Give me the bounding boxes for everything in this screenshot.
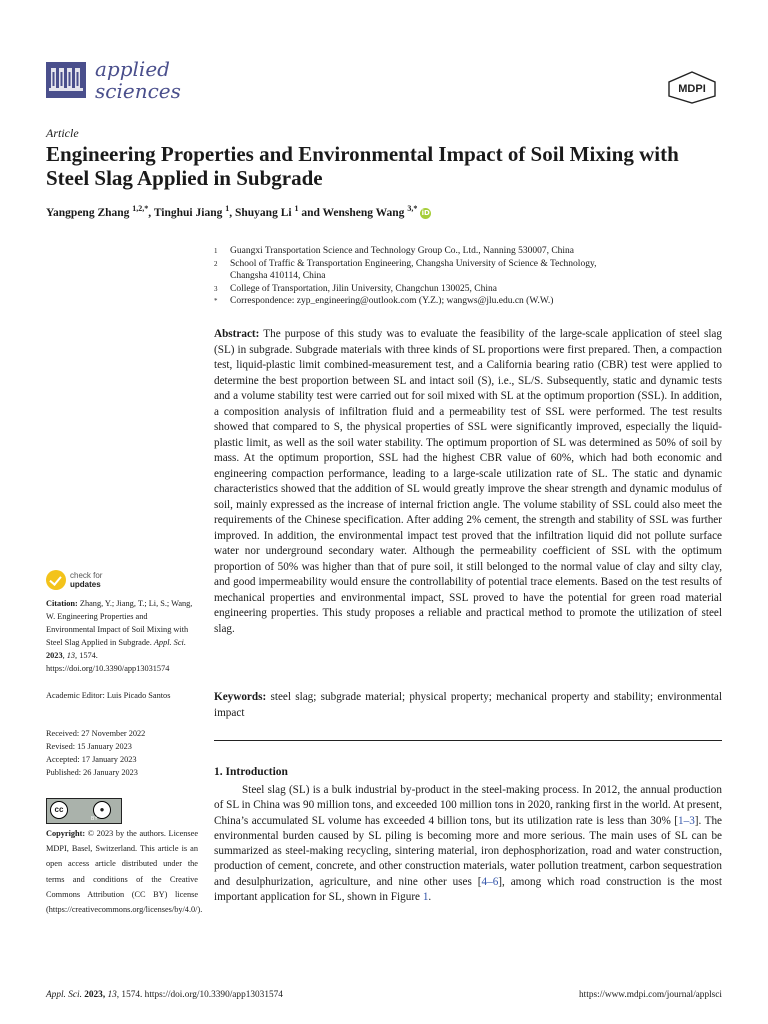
affiliation-row — [214, 283, 724, 296]
journal-name — [95, 58, 181, 102]
journal-name-line2: sciences — [95, 79, 181, 103]
author-name[interactable]: and Wensheng Wang — [298, 206, 405, 219]
footer-citation — [46, 990, 283, 1000]
affiliation-number: * — [214, 297, 218, 305]
cc-by-label: BY — [91, 816, 98, 822]
affiliation-text: Guangxi Transportation Science and Technology Group Co., Ltd., Nanning 530007, China — [230, 246, 575, 256]
affiliation-number — [214, 270, 230, 283]
accepted-date: Accepted: 17 January 2023 — [46, 755, 137, 764]
intro-paragraph — [214, 783, 722, 905]
abstract-text: The purpose of this study was to evaluate the feasibility of the large-scale application of steel slag (SL) in subgrade. Subgrade materials with three kinds of SL proportions were first prepared. Then, a compaction test, liquid-plastic limit combined-measurement test, and a California bearing ratio (CBR) test were applied to determine the best proportion between SL and intact soil (S), i.e., SL/S. Subsequently, static and dynamic tests and a volume stability test were carried out for soil mixed with SL at the optimum proportion (SSL). In addition, a composition analysis of infiltration fluid and a permeability test of SSL were performed. The test results showed that compared to S, the physical properties of SSL were significantly improved, especially the liquid-plastic limit, as well as the soil water stability. The optimum proportion of SL was determined as 50% of soil by mass. At the optimum proportion, SSL had the highest CBR value of 60%, which had both economic and engineering compaction performance, leading to a large-scale utilization rate of SL. The static and dynamic characteristics showed that the addition of SL would greatly improve the shear strength and dynamic modulus of soil, mainly expressed as the increase of internal friction angle. The volume stability of SSL could also meet the requirements of the Chinese specification. After adding 2% cement, the strength and stability of SSL was further improved. In addition, the environmental impact test proved that the infiltration liquid did not pollute surface water nor underground secondary water. Although the permeability coefficient of SSL with the optimum proportion of 50% was higher than that of pure soil, it still belonged to the normal value of clay and silty clay, and good impermeability would ensure the controllability of potential trace elements. Based on the test results of mechanical properties and environmental impact, SSL proved to have the potential for green road material engineering properties. This study proposes a reliable and practical method to promote the utilization of steel slag. — [214, 328, 722, 635]
affiliation-text: College of Transportation, Jilin University, Changchun 130025, China — [230, 283, 497, 294]
citation-block: Citation: Zhang, Y.; Jiang, T.; Li, S.; Wang, W. Engineering Properties and Environmental Impact of Soil Mixing with Steel Slag Applied in Subgrade. Appl. Sci. 2023, 13, 1574. https://doi.org/10.3390/app13031574 — [46, 599, 193, 673]
author-affil-sup: 1 — [294, 204, 299, 213]
citation-volume: 13, — [66, 651, 78, 660]
keywords-label: Keywords: — [214, 691, 267, 703]
paper-title: Engineering Properties and Environmental Impact of Soil Mixing with Steel Slag Applied in Subgrade — [46, 142, 679, 190]
author-name[interactable]: , Shuyang Li — [229, 206, 292, 219]
reference-link[interactable]: 1–3 — [678, 814, 695, 827]
article-type: Article — [46, 126, 79, 140]
copyright-text: © 2023 by the authors. Licensee MDPI, Basel, Switzerland. This article is an open access article distributed under the terms and conditions of the Creative Commons Attribution (CC BY) license (https://creativecommons.org/licenses/by/4.0/). — [46, 829, 203, 915]
citation-year: 2023 — [46, 651, 63, 660]
svg-text:MDPI: MDPI — [678, 83, 706, 95]
section-divider — [214, 740, 722, 741]
academic-editor: Academic Editor: Luis Picado Santos — [46, 691, 171, 700]
author-list — [46, 204, 431, 219]
author-name[interactable]: Yangpeng Zhang — [46, 206, 130, 219]
reference-link[interactable]: 4–6 — [481, 875, 499, 888]
journal-logo-icon — [46, 62, 86, 98]
affiliation-row — [214, 245, 724, 258]
by-person-icon: ● — [93, 801, 111, 819]
intro-text: ]. The environmental burden caused by SL piling is becoming more and more serious. The main uses of SL can be summarized as steel-making recycling, sintering material, iron dephosphorization, road and water construction, production of cement, concrete, and other construction materials, water pollution treatment, carbon sequestration and desulphurization, agriculture, and nine other uses [ — [214, 814, 722, 888]
affiliation-text: School of Traffic & Transportation Engineering, Changsha University of Science & Technology, — [230, 258, 597, 269]
footer-year: 2023, — [84, 990, 106, 1000]
correspondence-row — [214, 295, 724, 308]
affiliation-row — [214, 270, 724, 283]
check-updates-line1: check for — [70, 571, 103, 580]
check-updates-line2: updates — [70, 580, 101, 589]
published-date: Published: 26 January 2023 — [46, 768, 138, 777]
author-affil-sup: 3,* — [407, 204, 418, 213]
received-date: Received: 27 November 2022 — [46, 729, 146, 738]
check-updates-label — [70, 571, 130, 589]
footer-volume: 13, — [107, 990, 120, 1000]
citation-label: Citation: — [46, 599, 78, 608]
citation-journal: Appl. Sci. — [153, 638, 186, 647]
affiliation-number: 1 — [214, 247, 218, 255]
footer-journal: Appl. Sci. — [46, 990, 82, 1000]
keywords-text: steel slag; subgrade material; physical property; mechanical property and stability; environmental impact — [214, 691, 723, 719]
abstract — [214, 327, 722, 637]
publication-dates — [46, 727, 198, 779]
abstract-label: Abstract: — [214, 328, 260, 340]
copyright-label: Copyright: — [46, 829, 86, 838]
footer-doi[interactable]: 1574. https://doi.org/10.3390/app13031574 — [121, 990, 283, 1000]
revised-date: Revised: 15 January 2023 — [46, 742, 132, 751]
section-heading: 1. Introduction — [214, 766, 288, 778]
keywords — [214, 690, 722, 721]
citation-text: Zhang, Y.; Jiang, T.; Li, S.; Wang, W. Engineering Properties and Environmental Impact of Soil Mixing with Steel Slag Applied in Subgrade. — [46, 599, 193, 647]
author-affil-sup: 1 — [225, 204, 230, 213]
journal-name-line1: applied — [95, 57, 170, 81]
copyright-notice — [46, 826, 203, 917]
intro-text: . — [428, 891, 432, 904]
correspondence-text[interactable]: Correspondence: zyp_engineering@outlook.com (Y.Z.); wangws@jlu.edu.cn (W.W.) — [230, 296, 554, 306]
check-updates-icon — [46, 570, 66, 590]
affiliation-number: 3 — [214, 284, 218, 293]
citation-doi[interactable]: 1574. https://doi.org/10.3390/app13031574 — [46, 651, 170, 673]
orcid-icon[interactable]: iD — [421, 208, 430, 217]
affiliation-number: 2 — [214, 259, 218, 268]
affiliations — [214, 245, 724, 308]
footer-journal-url[interactable]: https://www.mdpi.com/journal/applsci — [579, 990, 722, 1000]
page-footer — [46, 990, 722, 1000]
intro-text: Steel slag (SL) is a bulk industrial by-product in the steel-making process. In 2012, the annual production of SL in China was 90 million tons, and exceeded 100 million tons in 2020, ranking first in the world. At present, China’s accumulated SL volume has exceeded 4 billion tons, but its utilization rate is less than 30% [ — [214, 784, 722, 827]
figure-link[interactable]: 1 — [422, 891, 429, 904]
author-name[interactable]: , Tinghui Jiang — [148, 206, 223, 219]
mdpi-logo-icon — [666, 70, 718, 104]
author-affil-sup: 1,2,* — [132, 204, 149, 213]
affiliation-row — [214, 258, 724, 271]
cc-by-license-icon[interactable] — [46, 798, 122, 824]
cc-icon: cc — [50, 801, 68, 819]
affiliation-text: Changsha 410114, China — [230, 271, 326, 281]
intro-text: ], among which road construction is the most important application for SL, shown in Figure — [214, 875, 722, 904]
